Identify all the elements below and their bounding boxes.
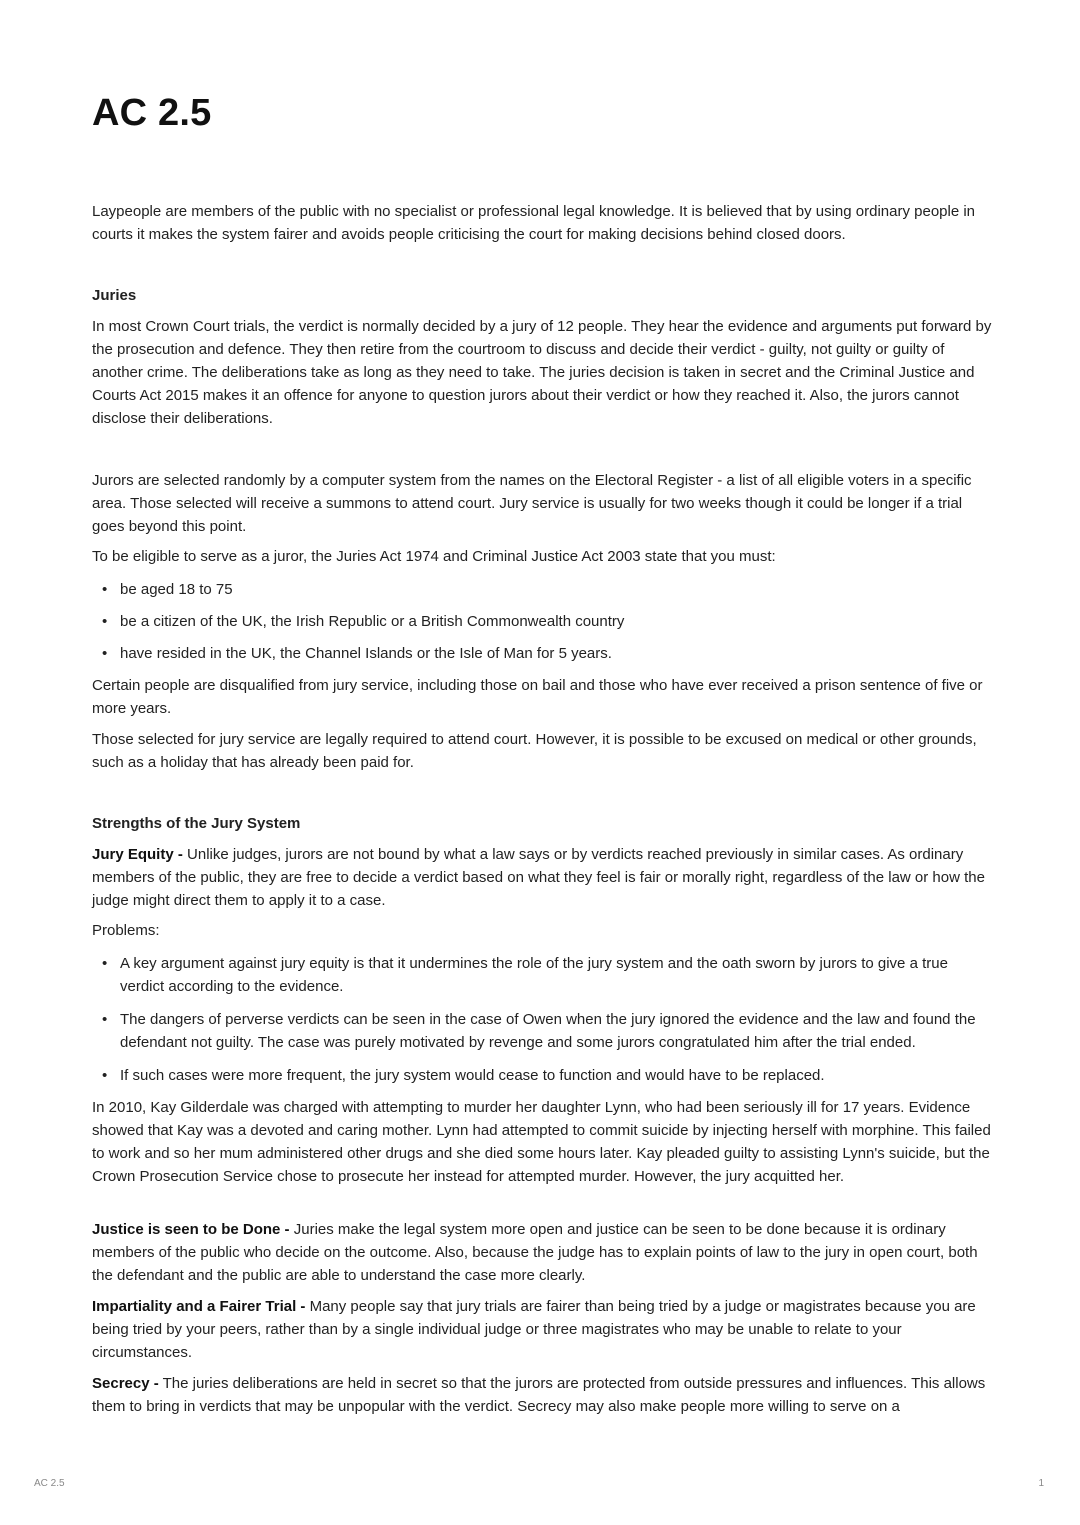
juries-paragraph-5: Those selected for jury service are legally required to attend court. However, it is possible to be excused on medical or other grounds, such as a holiday that has already been paid for.: [92, 731, 977, 771]
secrecy-block: [92, 1372, 992, 1418]
problems-list: [92, 952, 992, 1087]
juries-paragraph-4-block: [92, 674, 992, 720]
juries-paragraph-2-block: [92, 469, 992, 538]
page-title: AC 2.5: [92, 92, 212, 134]
secrecy-label: Secrecy -: [92, 1375, 159, 1392]
strengths-heading: Strengths of the Jury System: [92, 815, 301, 832]
justice-block: [92, 1218, 992, 1287]
juries-paragraph-3: To be eligible to serve as a juror, the Juries Act 1974 and Criminal Justice Act 2003 state that you must:: [92, 548, 776, 565]
impartiality-block: [92, 1295, 992, 1364]
justice-text: Juries make the legal system more open and justice can be seen to be done because it is ordinary members of the public who decide on the outcome. Also, because the judge has to explain points of law to the jury in open court, both the defendant and the public are able to understand the case more clearly.: [92, 1221, 978, 1284]
problems-label: Problems:: [92, 922, 160, 939]
footer-page-number: 1: [1038, 1478, 1044, 1489]
jury-equity-paragraph: [92, 843, 992, 912]
eligibility-item: • be aged 18 to 75: [92, 578, 992, 601]
secrecy-paragraph: [92, 1372, 992, 1418]
juries-paragraph-3-block: [92, 545, 992, 568]
problem-item: • The dangers of perverse verdicts can be seen in the case of Owen when the jury ignored the evidence and the law and found the defendant not guilty. The case was purely motivated by revenge and some jurors congratulated him after the trial ended.: [92, 1008, 992, 1054]
problem-item: • If such cases were more frequent, the jury system would cease to function and would have to be replaced.: [92, 1064, 992, 1087]
secrecy-text: The juries deliberations are held in secret so that the jurors are protected from outside pressures and influences. This allows them to bring in verdicts that may be unpopular with the verdict. Secrecy may also make people more willing to serve on a: [92, 1375, 986, 1415]
gilderdale-paragraph: In 2010, Kay Gilderdale was charged with attempting to murder her daughter Lynn, who had been seriously ill for 17 years. Evidence showed that Kay was a devoted and caring mother. Lynn had attempted to commit suicide by injecting herself with morphine. This failed to work and so her mum administered other drugs and she died some hours later. Kay pleaded guilty to assisting Lynn's suicide, but the Crown Prosecution Service chose to prosecute her instead for attempted murder. However, the jury acquitted her.: [92, 1099, 991, 1185]
impartiality-paragraph: [92, 1295, 992, 1364]
jury-equity-label: Jury Equity -: [92, 846, 183, 863]
footer-document-label: AC 2.5: [34, 1478, 65, 1489]
eligibility-item: • be a citizen of the UK, the Irish Republic or a British Commonwealth country: [92, 610, 992, 633]
juries-paragraph-4: Certain people are disqualified from jury service, including those on bail and those who have ever received a prison sentence of five or more years.: [92, 677, 983, 717]
intro-block: [92, 200, 992, 246]
jury-equity-block: [92, 843, 992, 912]
juries-paragraph-2: Jurors are selected randomly by a computer system from the names on the Electoral Register - a list of all eligible voters in a specific area. Those selected will receive a summons to attend court. Jury service is usually for two weeks though it could be longer if a trial goes beyond this point.: [92, 472, 972, 535]
justice-label: Justice is seen to be Done -: [92, 1221, 290, 1238]
gilderdale-block: [92, 1096, 992, 1188]
justice-paragraph: [92, 1218, 992, 1287]
juries-paragraph-1: In most Crown Court trials, the verdict is normally decided by a jury of 12 people. They hear the evidence and arguments put forward by the prosecution and defence. They then retire from the courtroom to discuss and decide their verdict - guilty, not guilty or guilty of another crime. The deliberations take as long as they need to take. The juries decision is taken in secret and the Criminal Justice and Courts Act 2015 makes it an offence for anyone to question jurors about their verdict or how they reached it. Also, the jurors cannot disclose their deliberations.: [92, 318, 992, 427]
juries-heading: Juries: [92, 287, 137, 304]
eligibility-list: [92, 578, 992, 665]
juries-paragraph-1-block: [92, 315, 992, 430]
jury-equity-text: Unlike judges, jurors are not bound by what a law says or by verdicts reached previously in similar cases. As ordinary members of the public, they are free to decide a verdict based on what they feel is fair or morally right, regardless of the law or how the judge might direct them to apply it to a case.: [92, 846, 985, 909]
impartiality-text: Many people say that jury trials are fairer than being tried by a judge or magistrates because you are being tried by your peers, rather than by a single individual judge or three magistrates who may be unable to relate to your circumstances.: [92, 1298, 976, 1361]
problem-item: • A key argument against jury equity is that it undermines the role of the jury system and the oath sworn by jurors to give a true verdict according to the evidence.: [92, 952, 992, 998]
impartiality-label: Impartiality and a Fairer Trial -: [92, 1298, 306, 1315]
strengths-heading-block: [92, 812, 992, 835]
intro-paragraph: Laypeople are members of the public with no specialist or professional legal knowledge. It is believed that by using ordinary people in courts it makes the system fairer and avoids people criticising the court for making decisions behind closed doors.: [92, 203, 976, 243]
juries-paragraph-5-block: [92, 728, 992, 774]
problems-label-block: [92, 919, 992, 942]
eligibility-item: • have resided in the UK, the Channel Islands or the Isle of Man for 5 years.: [92, 642, 992, 665]
juries-section: [92, 284, 992, 307]
